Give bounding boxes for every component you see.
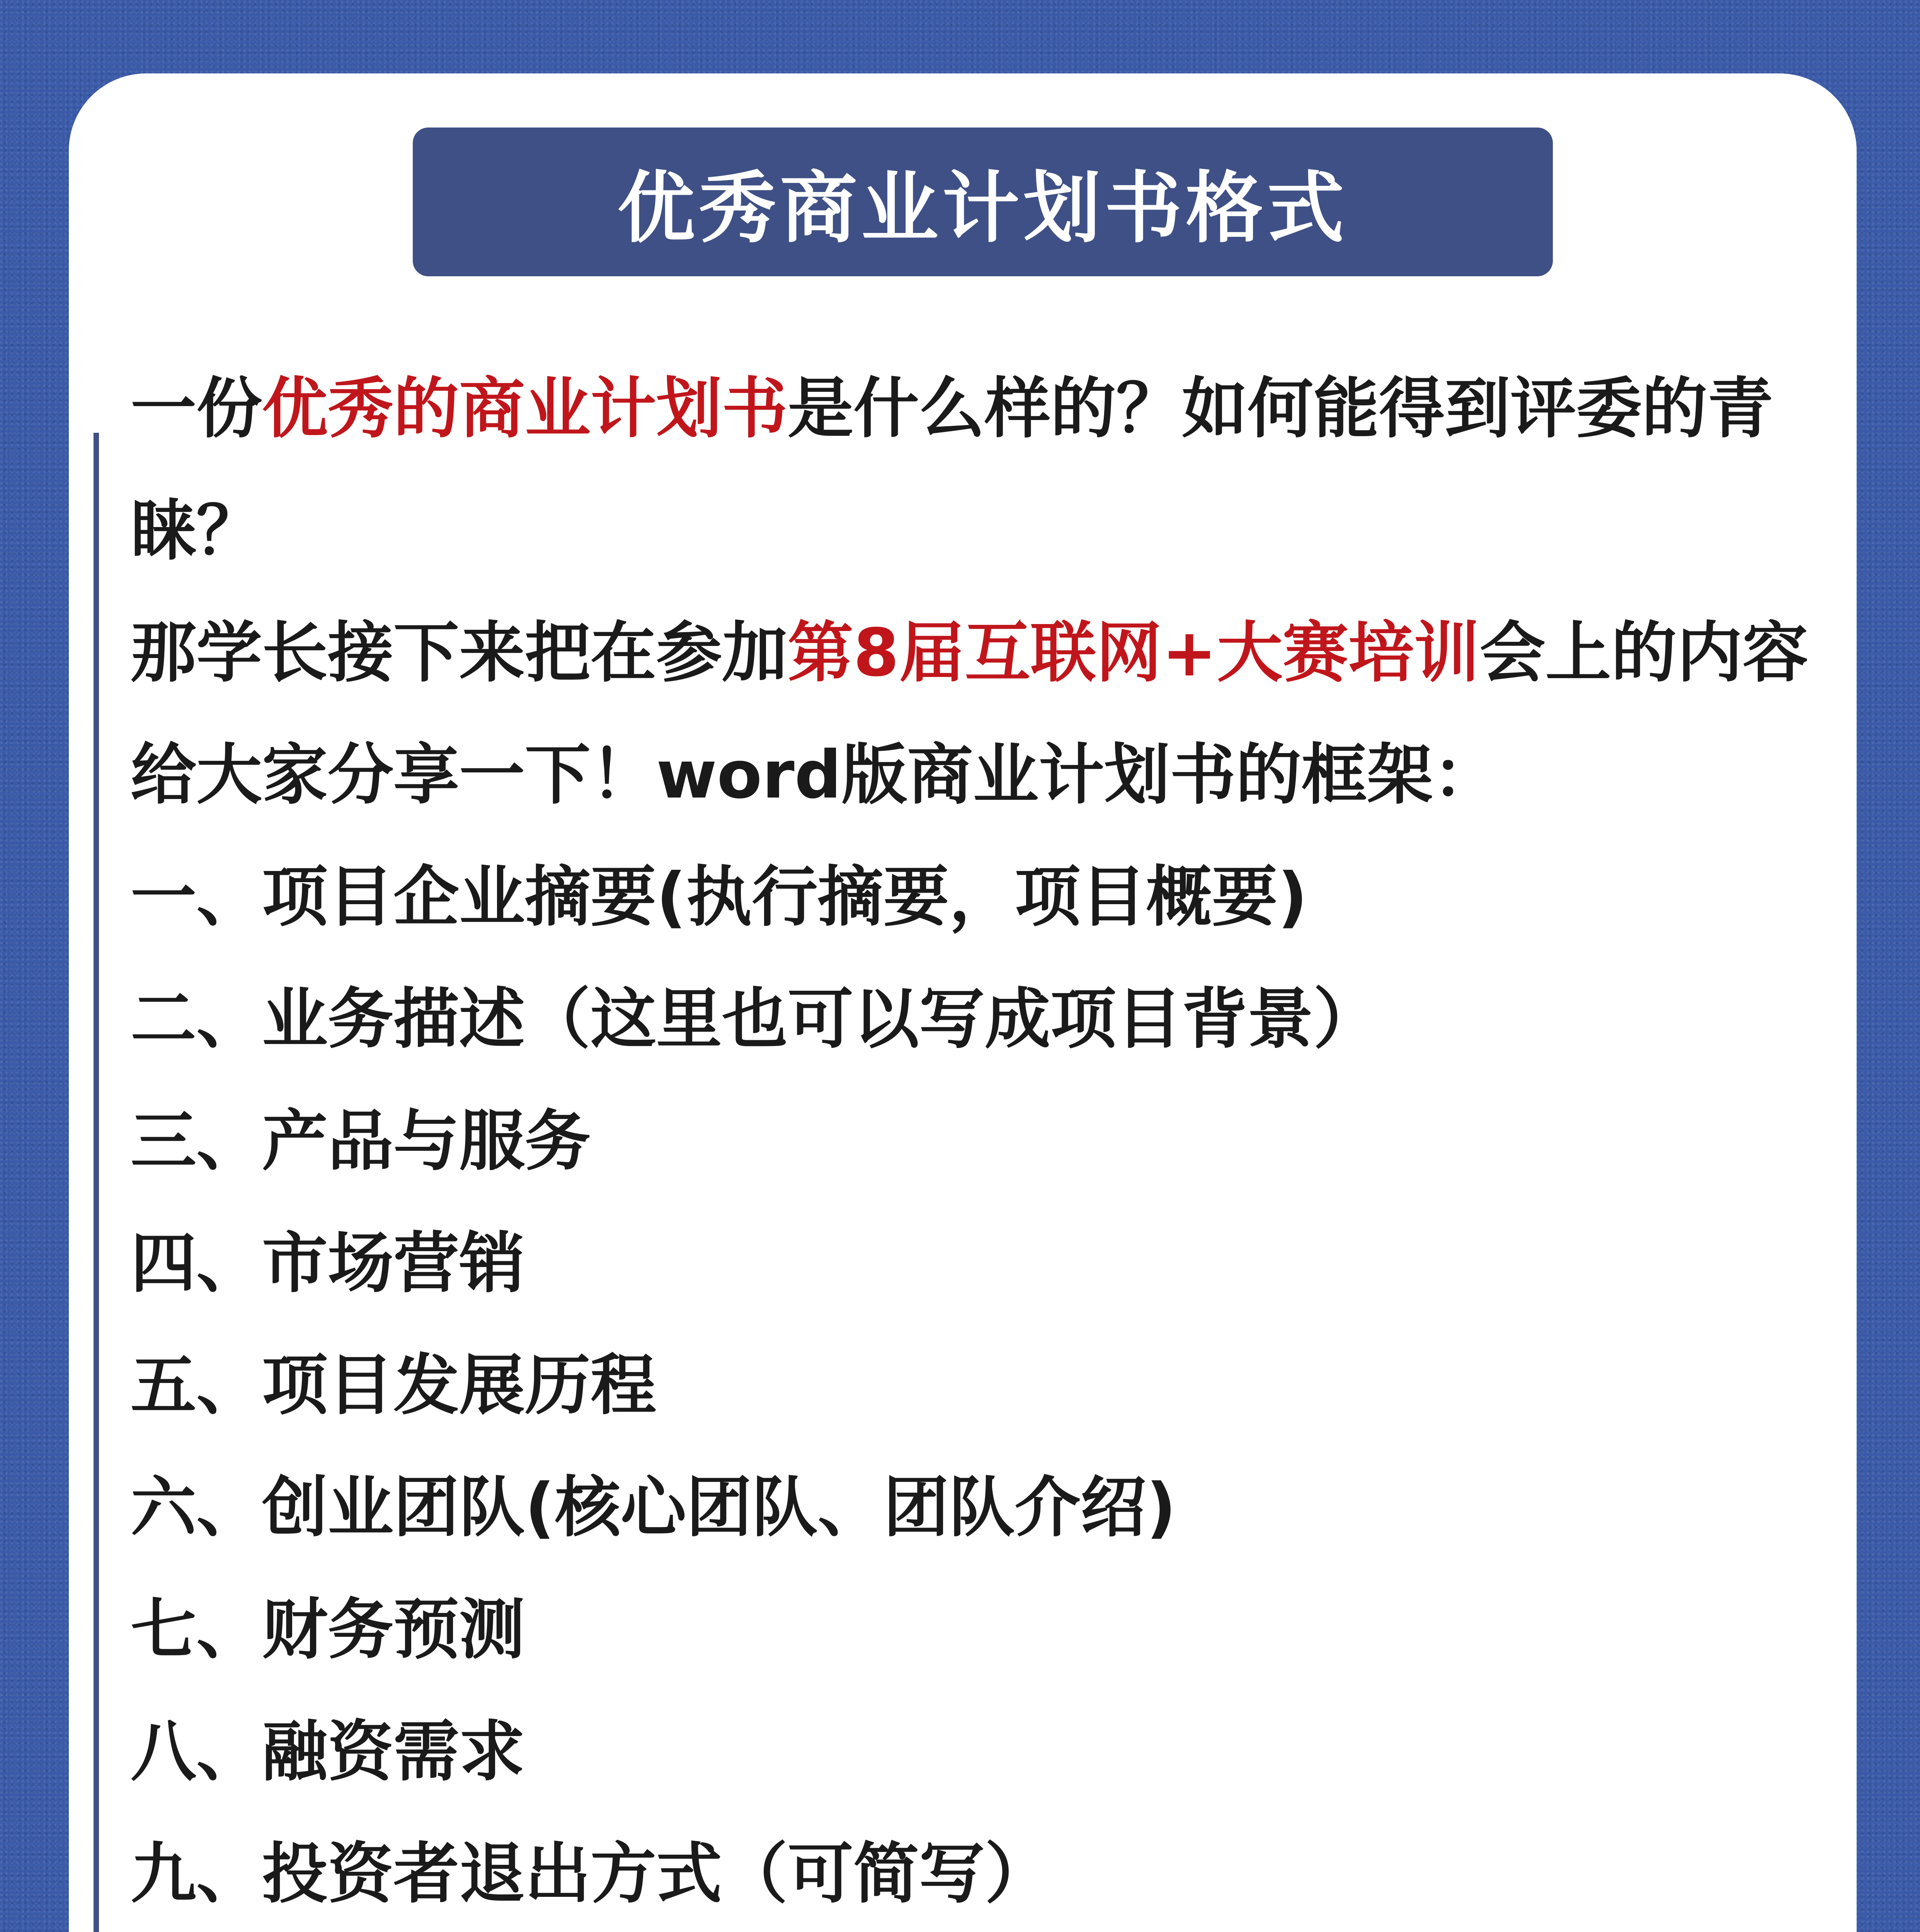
highlight-text: 优秀的商业计划书	[262, 371, 788, 447]
page-title: 优秀商业计划书格式	[617, 163, 1348, 253]
outline-item: 七、财务预测	[131, 1592, 525, 1668]
article-body	[131, 348, 1839, 1932]
intro-line-1: 一份优秀的商业计划书是什么样的？如何能得到评委的青	[131, 371, 1774, 447]
outline-item: 九、投资者退出方式（可简写）	[131, 1836, 1051, 1912]
content-card	[69, 73, 1857, 1932]
highlight-text: 第8届互联网+大赛培训	[788, 615, 1480, 691]
outline-item: 四、市场营销	[131, 1225, 525, 1302]
intro-line-3: 那学长接下来把在参加第8届互联网+大赛培训会上的内容	[131, 615, 1808, 691]
outline-item: 一、项目企业摘要(执行摘要，项目概要)	[131, 859, 1308, 935]
side-accent-rule	[94, 433, 99, 1932]
outline-item: 六、创业团队(核心团队、团队介绍)	[131, 1469, 1176, 1546]
intro-line-4: 给大家分享一下！word版商业计划书的框架：	[131, 737, 1499, 813]
outline-item: 八、融资需求	[131, 1714, 525, 1790]
intro-line-2: 睐？	[131, 493, 262, 569]
outline-item: 五、项目发展历程	[131, 1347, 657, 1424]
title-banner	[413, 128, 1553, 276]
outline-item: 二、业务描述（这里也可以写成项目背景）	[131, 981, 1379, 1058]
outline-item: 三、产品与服务	[131, 1103, 591, 1180]
